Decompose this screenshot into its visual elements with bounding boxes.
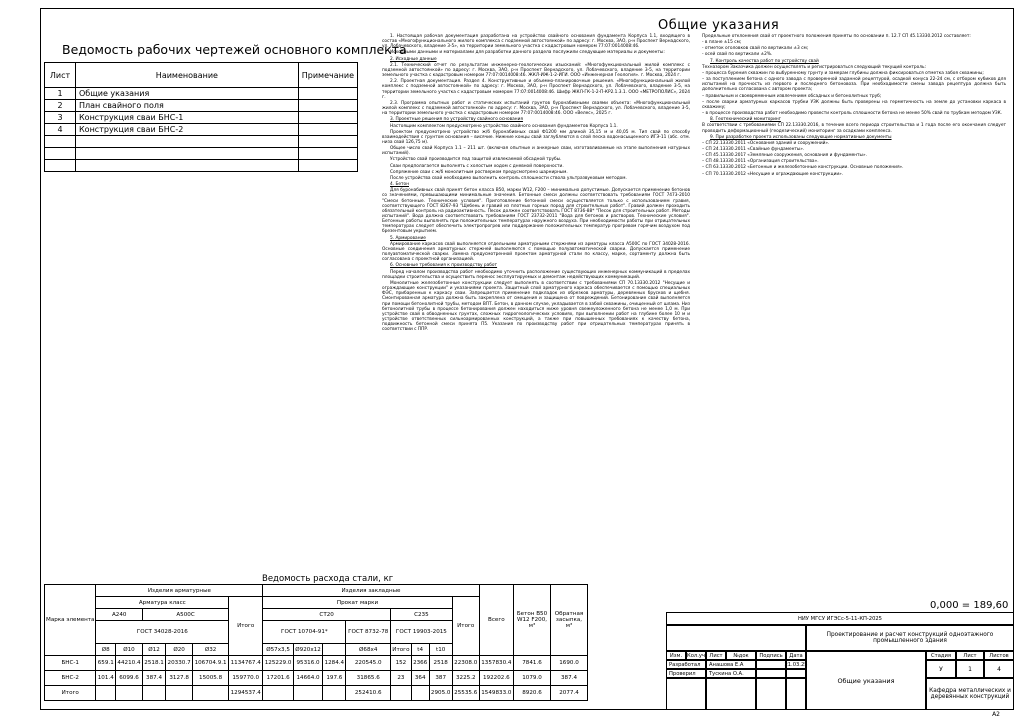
note-paragraph: – СП 22.13330.2011 «Основания зданий и сооружений».	[702, 140, 830, 146]
table-cell: 387.4	[551, 671, 588, 686]
table-cell: 220545.0	[346, 656, 391, 671]
notes-column-2	[702, 34, 1006, 314]
note-paragraph: Предельные отклонения свай от проектного положения приняты по основании п. 12.7 СП 45.13330.2012 составляет:	[702, 34, 971, 39]
note-paragraph: – в процессе производства работ необходимо провести контроль сплошности бетона не менее 50% свай по трубкам методом УЗК.	[702, 111, 1002, 117]
drawings-list-table	[44, 62, 358, 172]
note-paragraph: 8. Геотехнический мониторинг	[710, 117, 781, 123]
table-cell: 8920.6	[514, 686, 551, 701]
note-paragraph: - в плане ±15 см;	[702, 40, 742, 46]
table-cell	[411, 686, 429, 701]
table-cell: 15005.8	[193, 671, 229, 686]
table-row: 1 Общие указания	[45, 88, 358, 100]
note-paragraph: 2.1. Технический отчет по результатам инженерно-геологических изысканий: «Многофункциональный жилой комплекс с подземной автостоянкой» по адресу: г. Москва, ЗАО, р-н Проспект Вернадского, ул. Лобачевского, владение 3-5, на территории земельного участка с кадастровым номером 77:07:0014008:46. ЖКЛ-ИЖ-1-2-ИГИ. ООО «Инженерная Геология». г. Москва, 2024 г.	[382, 62, 690, 79]
elevation-mark: 0,000 = 189,60	[930, 600, 1009, 611]
steel-statement-title: Ведомость расхода стали, кг	[262, 574, 394, 584]
table-row	[45, 160, 358, 172]
table-cell: 1549833.0	[479, 686, 513, 701]
note-paragraph: – процесса бурения скважин по выбуренному грунту и замерам глубины должна фиксироваться отметка забоя скважины;	[702, 70, 984, 76]
note-paragraph: Настоящим комплектом предусмотрено устройство свайного основания фундаментов Корпуса 1.1.	[390, 123, 618, 129]
sheet-format: A2	[992, 711, 1000, 718]
note-paragraph: Монолитные железобетонные конструкции следует выполнять в соответствии с требованиями СП 70.13330.2012 "Несущие и ограждающие конструкции" и указаниями проекта. Защитный слой арматурного каркаса обеспечивается с помощью специальных ФЭС, прибаренных к каркасу сваи. Запрещается применение подкладок из обрезков арматуры, деревянных брусков и щебня. Смонтированная арматура должна быть закреплена от смещения и защищена от повреждений. Бетонирование свай выполняется при помощи бетонолитной трубы, методом ВПТ. Бетон, в данном случае, укладывается в забой скважины, очищенный от шлама. Низ бетонолитной трубы в процессе бетонирования должен находиться ниже уровня свежеуложенного бетона не менее 1,0 м. При устройстве свай в обводненных грунтах, сложных гидрогеологических условиях, при выполнении работ на глубине более 10 м и устройстве ответственных сильноармированных конструкций, а также при повышенных требованиях к качеству бетона, подвижность бетонной смеси принята П5. Указания по производству работ при отрицательных температурах принять в соответствии с ППР.	[382, 280, 690, 333]
table-cell: 2518	[429, 656, 452, 671]
table-cell: 152	[391, 656, 412, 671]
mark-header: Марка элемента	[45, 585, 96, 656]
project-code: НИУ МГСУ ИГЭСс-5-11-КП-2025	[666, 612, 1014, 625]
note-paragraph: После устройства свай необходимо выполнить контроль сплошности ствола ультразвуковым методом.	[390, 175, 627, 181]
note-paragraph: 9. При разработке проекта использованы следующие нормативные документы	[710, 134, 892, 140]
table-cell	[193, 686, 229, 701]
note-paragraph: Для буронабивных свай принят бетон класса B50, марки W12, F200 – минимально допустимые. Допускается применение бетонов со значениями, превышающими минимальные значения. Бетонные смеси должны соответствовать требованиям ГОСТ 7473-2010 "Смеси бетонные. Технические условия". Приготовление бетонной смеси осуществляется только с использованием гравия, соответствующего ГОСТ 8267-93 "Щебень и гравий из плотных горных пород для строительных работ". Гравий должен проходить обязательный контроль на радиоактивность. Песок должен соответствовать ГОСТ 8736-88* "Песок для строительных работ. Методы испытаний". Вода должна соответствовать требованиям ГОСТ 23732-2011 "Вода для бетонов и растворов. Технические условия". Бетонные работы выполнять при положительных температурах наружного воздуха. При необходимости работы при отрицательных температурах следует обеспечить электропрогрев или поддержание положительных температур прогревом горячим воздухом под брезентовым укрытием.	[382, 188, 690, 235]
note-paragraph: 2. Исходные данные	[390, 56, 437, 62]
table-cell: 44210.4	[116, 656, 143, 671]
stage-value: У	[926, 660, 956, 678]
table-row: 4 Конструкция сваи БНС-2	[45, 124, 358, 136]
table-cell: 1134767.4	[229, 656, 263, 671]
table-cell: 2518.1	[142, 656, 165, 671]
table-cell: 659.1	[96, 656, 116, 671]
element-mark: БНС-1	[45, 656, 96, 671]
note-paragraph: 7. Контроль качества работ по устройству свай	[710, 58, 819, 64]
sheet-number: 1	[956, 660, 984, 678]
table-row: 3 Конструкция сваи БНС-1	[45, 112, 358, 124]
note-paragraph: Общее число свай Корпуса 1.1 – 211 шт. (включая опытные и анкерные сваи, изготавливаемые на этапе выполнения натурных испытаний).	[382, 146, 690, 157]
note-paragraph: – правильным и своевременным извлечением обсадных и бетонолитных труб;	[702, 93, 882, 99]
table-row: 2 План свайного поля	[45, 100, 358, 112]
table-cell: 14664.0	[293, 671, 322, 686]
note-paragraph: 2.3. Программа опытных работ и статических испытаний грунтов буронабивными сваями объекта: «Многофункциональный жилой комплекс с подземной автостоянкой» по адресу: г. Москва, ЗАО, р-н Проспект Вернадского, ул. Лобачевского, владение 3-5, на территории земельного участка с кадастровым номером 77:07:0014008:46. ООО «Велес», 2025 г.	[382, 100, 690, 117]
note-paragraph: – после сварки арматурных каркасов трубки УЗК должны быть проверены на герметичность на земле до установки каркаса в скважину;	[702, 99, 1006, 110]
table-cell: 1079.0	[514, 671, 551, 686]
col-sheet-header: Лист	[45, 63, 76, 88]
element-mark: Итого	[45, 686, 96, 701]
project-name: Проектирование и расчет конструкций одноэтажного промышленного здания	[806, 625, 1014, 651]
note-paragraph: 2.2. Проектная документация. Раздел 4. Конструктивные и объемно-планировочные решения. «Многофункциональный жилой комплекс с подземной автостоянкой» по адресу: г. Москва, ЗАО, р-н Проспект Вернадского, ул. Лобачевского, владение 3-5, на территории земельного участка с кадастровым номером 77:07:0014008:46. Шифр ЖКЛ-ГК-1-2-П-КР2.1.3.1. ООО «МЕТРОПОЛИС», 2024 г.	[382, 79, 690, 100]
table-cell: 3127.8	[166, 671, 193, 686]
sheets-count: 4	[984, 660, 1014, 678]
table-cell: 6099.6	[116, 671, 143, 686]
table-row	[45, 656, 588, 671]
general-notes-title: Общие указания	[658, 18, 780, 33]
table-cell	[323, 686, 346, 701]
element-mark: БНС-2	[45, 671, 96, 686]
note-paragraph: 3. Проектные решения по устройству свайного основания	[390, 117, 523, 123]
note-paragraph: 6. Основные требования к производству работ	[390, 263, 498, 269]
table-cell: 1357830.4	[479, 656, 513, 671]
note-paragraph: Армирование каркасов свай выполняется отдельными арматурными стержнями из арматуры класса А500С по ГОСТ 34028-2016. Основные соединения арматурных стержней выполняются с помощью полуавтоматической сварки. Допускается применение полуавтоматической сварки. Замена предусмотренной проектом арматурной стали по классу, марке, сортаменту должна быть согласована с проектной организацией.	[382, 241, 690, 263]
note-paragraph: Устройство свай производится под защитой извлекаемой обсадной трубы.	[390, 157, 562, 163]
note-paragraph: - отметок оголовков свай по вертикали ±3 см;	[702, 46, 809, 52]
col-name-header: Наименование	[76, 63, 299, 88]
note-paragraph: – СП 24.13330.2011 «Свайные фундаменты».	[702, 146, 805, 152]
table-row	[45, 671, 588, 686]
note-paragraph: 4. Бетон	[390, 182, 409, 188]
table-cell: 387	[429, 671, 452, 686]
note-paragraph: – СП 45.13330.2017 «Земляные сооружения, основания и фундаменты».	[702, 153, 867, 159]
note-paragraph: Сопряжение сваи с ж/б монолитным ростверком предусмотрено шарнирным.	[390, 169, 568, 175]
table-cell	[96, 686, 116, 701]
table-cell: 7841.6	[514, 656, 551, 671]
table-cell: 1690.0	[551, 656, 588, 671]
table-cell: 364	[411, 671, 429, 686]
notes-column-1	[382, 34, 690, 564]
table-cell: 2905.0	[429, 686, 452, 701]
title-block: НИУ МГСУ ИГЭСс-5-11-КП-2025 Проектирование и расчет конструкций одноэтажного промышленного здания Изм. Кол.уч Лист №док Подпись Дата Разработал Анашова Е.А 21.03.25 Проверил Тускина О.А. Общие указания Стадия Лист Листов У 1 4 Кафедра металлических и деревянных конструкций	[666, 598, 1014, 710]
table-cell: 17201.6	[263, 671, 294, 686]
table-cell: 2077.4	[551, 686, 588, 701]
table-cell: 106704.9.1	[193, 656, 229, 671]
organization: Кафедра металлических и деревянных конструкций	[926, 678, 1014, 710]
note-paragraph: 1. Настоящая рабочая документация разработана на устройство свайного основания фундамента Корпуса 1.1, входящего в состав «Многофункционального жилого комплекса с подземной автостоянкой» по адресу: г. Москва, ЗАО, р-н Проспект Вернадского, ул. Лобачевского, владение 3-5», на территории земельного участка с кадастровым номером 77:07:0014008:46.	[382, 34, 690, 50]
table-cell: 125229.0	[263, 656, 294, 671]
table-cell	[391, 686, 412, 701]
table-cell: 197.6	[323, 671, 346, 686]
note-paragraph: Исходными данными и материалами для разработки данного раздела послужили следующие материалы и документы:	[390, 50, 665, 56]
table-cell: 25535.6	[452, 686, 479, 701]
table-cell: 159770.0	[229, 671, 263, 686]
table-cell: 1284.4	[323, 656, 346, 671]
table-cell: 22308.0	[452, 656, 479, 671]
col-note-header: Примечание	[298, 63, 357, 88]
note-paragraph: 5. Армирование	[390, 235, 426, 241]
note-paragraph: - осей свай по вертикали ±2%.	[702, 52, 773, 58]
table-cell: 31865.6	[346, 671, 391, 686]
note-paragraph: – за поступлением бетона с одного завода с проверенной заданной рецептурой, осадкой конуса 22-24 см, с отбором кубиков для испытаний на прочность из первого и последнего бетоновоза. При необходимости смены завода рецептура должна быть дополнительно согласована с автором проекта;	[702, 77, 1006, 93]
steel-statement-table: Марка элемента Изделия арматурные Изделия закладные Всего Бетон B50 W12 F200, м³ Обратная засыпка, м³ Арматура класс Итого Прокат марки Итого A240 A500C СТ20 С235 ГОСТ 34028-2016 ГОСТ 10704-91* ГОСТ 8732-78 ГОСТ 19903-2015 Ø8 Ø10 Ø12 Ø20 Ø32 Ø57x3,5 Ø920x12 Ø68x4 Итого t4 t10 БНС-1 659.1 44210.4 2518.1 20330.7 106704.9.1 1134767.4 125229.0 95316.0 1284.4 220545.0 152 2366 2518 22308.0 1357830.4 7841.6 1690.0 БНС-2 101.4 6099.6 387.4 3127.8 15005.8 159770.0 17201.6 14664.0 197.6 31865.6 23 364 387 3225.2 192202.6 1079.0 387.4 Итого 1294537.4 252410.6 2905.0 25535.6 1549833.0 8920.6 2077.4	[44, 584, 588, 701]
table-cell: 101.4	[96, 671, 116, 686]
note-paragraph: Техназором Заказчика должен осуществлять и регистрироваться следующий текущий контроль:	[702, 64, 926, 70]
table-cell	[116, 686, 143, 701]
table-cell: 387.4	[142, 671, 165, 686]
sheet-name: Общие указания	[806, 651, 926, 710]
table-cell: 20330.7	[166, 656, 193, 671]
table-cell: 1294537.4	[229, 686, 263, 701]
table-row	[45, 686, 588, 701]
table-cell	[166, 686, 193, 701]
table-cell: 192202.6	[479, 671, 513, 686]
table-cell	[293, 686, 322, 701]
note-paragraph: Перед началом производства работ необходимо уточнить расположение существующих инженерных коммуникаций в пределах площадки строительства и осуществить перенос эксплуатируемых и демонтаж недействующих коммуникаций.	[382, 269, 690, 280]
table-cell: 252410.6	[346, 686, 391, 701]
drawings-list-title: Ведомость рабочих чертежей основного комплекта	[62, 42, 407, 57]
note-paragraph: – СП 63.13330.2012 «Бетонные и железобетонные конструкции. Основные положения».	[702, 165, 904, 171]
note-paragraph: Проектом предусмотрено устройство ж/б буронабивных свай Ф1200 мм длиной 35,15 м и 40,05 м. Тип свай по способу взаимодействия с грунтом основания – висячие. Нижние концы свай заглубляются в слой песка водонасыщенного ИГЭ-11 (абс. отм. низа свай 126,75 м).	[382, 129, 690, 145]
note-paragraph: – СП 70.13330.2012 «Несущие и ограждающие конструкции».	[702, 171, 844, 177]
note-paragraph: – СП 48.13330.2011 «Организация строительства».	[702, 159, 819, 165]
note-paragraph: В соответствии с требованиями СП 22.13330.2016, в течение всего периода строительства и 1 года после его окончания следует проводить деформационный (геодезический) мониторинг за осадками комплекса.	[702, 123, 1006, 134]
note-paragraph: Сваи предполагается выполнять с холостым ходом с дневной поверхности.	[390, 163, 564, 169]
table-cell: 95316.0	[293, 656, 322, 671]
table-row	[45, 148, 358, 160]
table-cell: 3225.2	[452, 671, 479, 686]
table-cell: 23	[391, 671, 412, 686]
table-row	[45, 136, 358, 148]
table-cell: 2366	[411, 656, 429, 671]
table-cell	[142, 686, 165, 701]
table-cell	[263, 686, 294, 701]
